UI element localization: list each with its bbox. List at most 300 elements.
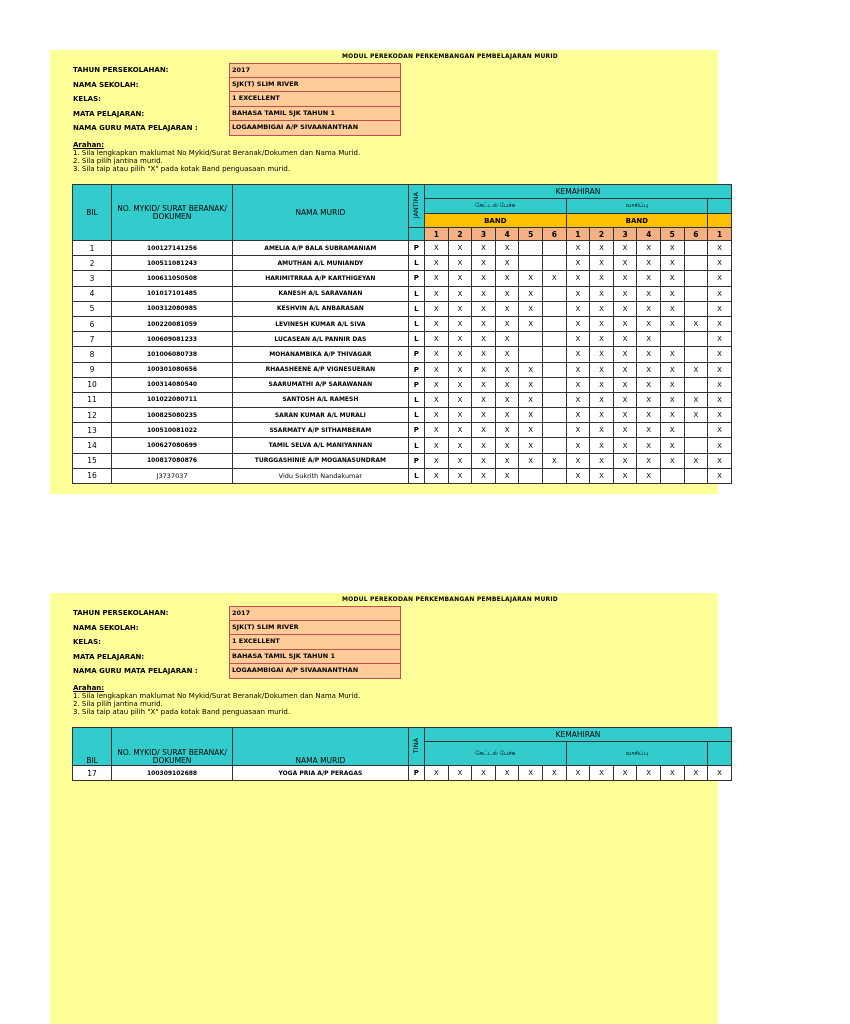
band-cell[interactable]: X <box>660 438 684 453</box>
band-cell[interactable]: X <box>613 392 637 407</box>
band-cell[interactable]: X <box>613 362 637 377</box>
band-cell[interactable]: X <box>566 468 590 483</box>
mykid-cell[interactable]: 100817080876 <box>112 453 233 468</box>
info-value-teacher[interactable]: LOGAAMBIGAI A/P SIVAANANTHAN <box>229 121 401 136</box>
mykid-cell[interactable]: 100309102688 <box>112 766 233 781</box>
info-value-school[interactable]: SJK(T) SLIM RIVER <box>229 621 401 636</box>
band-cell[interactable]: X <box>660 271 684 286</box>
band-cell[interactable]: X <box>637 423 661 438</box>
band-cell[interactable]: X <box>448 286 472 301</box>
band-cell[interactable]: X <box>708 453 732 468</box>
band-cell[interactable]: X <box>637 347 661 362</box>
band-cell[interactable]: X <box>613 256 637 271</box>
band-cell[interactable]: X <box>448 423 472 438</box>
band-cell[interactable]: X <box>590 423 614 438</box>
bil-cell[interactable]: 17 <box>73 766 112 781</box>
band-cell[interactable]: X <box>519 408 543 423</box>
band-cell[interactable]: X <box>472 392 496 407</box>
bil-cell[interactable]: 15 <box>73 453 112 468</box>
gender-cell[interactable]: L <box>408 256 424 271</box>
student-name-cell[interactable]: SARAN KUMAR A/L MURALI <box>233 408 409 423</box>
band-cell[interactable]: X <box>495 241 519 256</box>
band-cell[interactable]: X <box>708 332 732 347</box>
band-cell[interactable]: X <box>472 468 496 483</box>
bil-cell[interactable]: 8 <box>73 347 112 362</box>
bil-cell[interactable]: 13 <box>73 423 112 438</box>
bil-cell[interactable]: 3 <box>73 271 112 286</box>
band-cell[interactable]: X <box>660 316 684 331</box>
band-cell[interactable]: X <box>566 392 590 407</box>
band-cell[interactable]: X <box>708 438 732 453</box>
band-cell[interactable]: X <box>637 332 661 347</box>
gender-cell[interactable]: L <box>408 286 424 301</box>
band-cell[interactable]: X <box>566 332 590 347</box>
info-value-subject[interactable]: BAHASA TAMIL SJK TAHUN 1 <box>229 107 401 122</box>
band-cell[interactable]: X <box>660 766 684 781</box>
student-name-cell[interactable]: LUCASEAN A/L PANNIR DAS <box>233 332 409 347</box>
band-cell[interactable]: X <box>590 271 614 286</box>
student-name-cell[interactable]: AMELIA A/P BALA SUBRAMANIAM <box>233 241 409 256</box>
band-cell[interactable]: X <box>519 423 543 438</box>
band-cell[interactable]: X <box>637 256 661 271</box>
band-cell[interactable] <box>543 316 567 331</box>
band-cell[interactable]: X <box>590 453 614 468</box>
band-cell[interactable]: X <box>519 377 543 392</box>
student-name-cell[interactable]: TURGGASHINIE A/P MOGANASUNDRAM <box>233 453 409 468</box>
band-cell[interactable]: X <box>684 316 708 331</box>
band-cell[interactable]: X <box>448 347 472 362</box>
band-cell[interactable]: X <box>660 423 684 438</box>
band-cell[interactable]: X <box>660 286 684 301</box>
band-cell[interactable] <box>543 423 567 438</box>
band-cell[interactable]: X <box>519 766 543 781</box>
band-cell[interactable]: X <box>425 766 449 781</box>
band-cell[interactable]: X <box>590 286 614 301</box>
bil-cell[interactable]: 7 <box>73 332 112 347</box>
info-value-teacher[interactable]: LOGAAMBIGAI A/P SIVAANANTHAN <box>229 664 401 679</box>
band-cell[interactable]: X <box>708 241 732 256</box>
band-cell[interactable]: X <box>708 347 732 362</box>
band-cell[interactable] <box>684 301 708 316</box>
bil-cell[interactable]: 4 <box>73 286 112 301</box>
band-cell[interactable]: X <box>566 241 590 256</box>
band-cell[interactable]: X <box>660 392 684 407</box>
band-cell[interactable]: X <box>495 256 519 271</box>
band-cell[interactable]: X <box>590 316 614 331</box>
band-cell[interactable] <box>660 468 684 483</box>
bil-cell[interactable]: 14 <box>73 438 112 453</box>
mykid-cell[interactable]: 100825080235 <box>112 408 233 423</box>
info-value-school[interactable]: SJK(T) SLIM RIVER <box>229 78 401 93</box>
bil-cell[interactable]: 2 <box>73 256 112 271</box>
band-cell[interactable]: X <box>613 453 637 468</box>
band-cell[interactable]: X <box>637 408 661 423</box>
band-cell[interactable]: X <box>590 332 614 347</box>
band-cell[interactable]: X <box>425 301 449 316</box>
band-cell[interactable]: X <box>637 468 661 483</box>
band-cell[interactable]: X <box>425 377 449 392</box>
band-cell[interactable]: X <box>425 241 449 256</box>
band-cell[interactable]: X <box>425 332 449 347</box>
student-name-cell[interactable]: HARIMITRRAA A/P KARTHIGEYAN <box>233 271 409 286</box>
band-cell[interactable]: X <box>590 256 614 271</box>
band-cell[interactable]: X <box>495 332 519 347</box>
band-cell[interactable]: X <box>660 256 684 271</box>
band-cell[interactable]: X <box>448 438 472 453</box>
gender-cell[interactable]: P <box>408 271 424 286</box>
student-name-cell[interactable]: Vidu Sukrith Nandakumar <box>233 468 409 483</box>
band-cell[interactable]: X <box>566 271 590 286</box>
band-cell[interactable] <box>684 423 708 438</box>
band-cell[interactable]: X <box>543 271 567 286</box>
band-cell[interactable] <box>543 438 567 453</box>
info-value-class[interactable]: 1 EXCELLENT <box>229 92 401 107</box>
band-cell[interactable] <box>684 256 708 271</box>
band-cell[interactable]: X <box>613 766 637 781</box>
band-cell[interactable]: X <box>637 301 661 316</box>
student-name-cell[interactable]: AMUTHAN A/L MUNIANDY <box>233 256 409 271</box>
band-cell[interactable]: X <box>613 241 637 256</box>
band-cell[interactable]: X <box>613 316 637 331</box>
band-cell[interactable]: X <box>660 301 684 316</box>
band-cell[interactable]: X <box>566 766 590 781</box>
band-cell[interactable]: X <box>708 316 732 331</box>
info-value-year[interactable]: 2017 <box>229 606 401 621</box>
band-cell[interactable]: X <box>708 286 732 301</box>
mykid-cell[interactable]: 100312080985 <box>112 301 233 316</box>
band-cell[interactable]: X <box>613 301 637 316</box>
band-cell[interactable]: X <box>708 408 732 423</box>
band-cell[interactable]: X <box>425 286 449 301</box>
band-cell[interactable]: X <box>543 766 567 781</box>
mykid-cell[interactable]: 100301080656 <box>112 362 233 377</box>
band-cell[interactable]: X <box>472 256 496 271</box>
mykid-cell[interactable]: 100510081022 <box>112 423 233 438</box>
band-cell[interactable]: X <box>472 301 496 316</box>
band-cell[interactable]: X <box>425 347 449 362</box>
band-cell[interactable]: X <box>684 362 708 377</box>
band-cell[interactable]: X <box>660 362 684 377</box>
band-cell[interactable]: X <box>613 332 637 347</box>
band-cell[interactable]: X <box>448 256 472 271</box>
band-cell[interactable]: X <box>448 408 472 423</box>
band-cell[interactable]: X <box>566 453 590 468</box>
band-cell[interactable]: X <box>613 468 637 483</box>
gender-cell[interactable]: P <box>408 362 424 377</box>
band-cell[interactable]: X <box>495 347 519 362</box>
band-cell[interactable]: X <box>425 392 449 407</box>
band-cell[interactable]: X <box>613 286 637 301</box>
band-cell[interactable] <box>684 468 708 483</box>
band-cell[interactable]: X <box>495 377 519 392</box>
band-cell[interactable] <box>684 271 708 286</box>
band-cell[interactable] <box>543 332 567 347</box>
band-cell[interactable]: X <box>708 423 732 438</box>
band-cell[interactable] <box>543 256 567 271</box>
mykid-cell[interactable]: 100127141256 <box>112 241 233 256</box>
gender-cell[interactable]: L <box>408 468 424 483</box>
band-cell[interactable]: X <box>495 438 519 453</box>
band-cell[interactable] <box>519 256 543 271</box>
band-cell[interactable]: X <box>495 301 519 316</box>
student-name-cell[interactable]: TAMIL SELVA A/L MANIYANNAN <box>233 438 409 453</box>
band-cell[interactable]: X <box>613 347 637 362</box>
band-cell[interactable] <box>684 377 708 392</box>
band-cell[interactable]: X <box>425 256 449 271</box>
gender-cell[interactable]: L <box>408 301 424 316</box>
band-cell[interactable] <box>543 468 567 483</box>
band-cell[interactable]: X <box>448 766 472 781</box>
band-cell[interactable]: X <box>495 362 519 377</box>
band-cell[interactable]: X <box>519 392 543 407</box>
bil-cell[interactable]: 5 <box>73 301 112 316</box>
mykid-cell[interactable]: 100220081059 <box>112 316 233 331</box>
header-id: NO. MYKID/ SURAT BERANAK/ DOKUMEN <box>112 185 233 241</box>
band-cell[interactable]: X <box>708 362 732 377</box>
student-name-cell[interactable]: KANESH A/L SARAVANAN <box>233 286 409 301</box>
band-cell[interactable]: X <box>660 347 684 362</box>
gender-cell[interactable]: P <box>408 347 424 362</box>
band-cell[interactable]: X <box>684 766 708 781</box>
gender-cell[interactable]: L <box>408 316 424 331</box>
band-cell[interactable]: X <box>448 241 472 256</box>
student-name-cell[interactable]: SSARMATY A/P SITHAMBERAM <box>233 423 409 438</box>
band-cell[interactable]: X <box>708 271 732 286</box>
band-cell[interactable]: X <box>684 408 708 423</box>
band-cell[interactable]: X <box>472 408 496 423</box>
mykid-cell[interactable]: J3737037 <box>112 468 233 483</box>
band-cell[interactable]: X <box>448 332 472 347</box>
band-cell[interactable]: X <box>660 408 684 423</box>
mykid-cell[interactable]: 101017101485 <box>112 286 233 301</box>
band-cell[interactable]: X <box>472 377 496 392</box>
band-cell[interactable]: X <box>566 423 590 438</box>
band-cell[interactable]: X <box>472 423 496 438</box>
band-cell[interactable]: X <box>495 286 519 301</box>
student-name-cell[interactable]: RHAASHEENE A/P VIGNESUERAN <box>233 362 409 377</box>
bil-cell[interactable]: 6 <box>73 316 112 331</box>
band-cell[interactable] <box>543 286 567 301</box>
band-cell[interactable]: X <box>472 271 496 286</box>
band-cell[interactable] <box>519 468 543 483</box>
band-cell[interactable] <box>543 408 567 423</box>
gender-cell[interactable]: L <box>408 408 424 423</box>
mykid-cell[interactable]: 101006080738 <box>112 347 233 362</box>
band-cell[interactable]: X <box>566 438 590 453</box>
band-cell[interactable]: X <box>472 438 496 453</box>
band-cell[interactable]: X <box>590 766 614 781</box>
band-cell[interactable]: X <box>448 316 472 331</box>
band-cell[interactable]: X <box>613 408 637 423</box>
bil-cell[interactable]: 10 <box>73 377 112 392</box>
band-cell[interactable]: X <box>708 392 732 407</box>
band-cell[interactable] <box>660 332 684 347</box>
band-cell[interactable]: X <box>425 316 449 331</box>
band-cell[interactable]: X <box>448 377 472 392</box>
band-cell[interactable]: X <box>637 453 661 468</box>
bil-cell[interactable]: 12 <box>73 408 112 423</box>
band-cell[interactable]: X <box>425 408 449 423</box>
bil-cell[interactable]: 9 <box>73 362 112 377</box>
band-cell[interactable] <box>684 286 708 301</box>
band-cell[interactable]: X <box>495 316 519 331</box>
band-cell[interactable]: X <box>425 438 449 453</box>
band-cell[interactable]: X <box>637 316 661 331</box>
band-cell[interactable] <box>519 332 543 347</box>
band-cell[interactable]: X <box>519 453 543 468</box>
student-name-cell[interactable]: SANTOSH A/L RAMESH <box>233 392 409 407</box>
band-cell[interactable]: X <box>684 453 708 468</box>
band-cell[interactable]: X <box>566 286 590 301</box>
band-cell[interactable]: X <box>613 438 637 453</box>
band-cell[interactable]: X <box>566 256 590 271</box>
band-cell[interactable]: X <box>425 362 449 377</box>
gender-cell[interactable]: P <box>408 241 424 256</box>
band-cell[interactable] <box>684 438 708 453</box>
mykid-cell[interactable]: 100609081233 <box>112 332 233 347</box>
band-cell[interactable]: X <box>472 332 496 347</box>
mykid-cell[interactable]: 101022080711 <box>112 392 233 407</box>
band-cell[interactable]: X <box>543 453 567 468</box>
gender-cell[interactable]: P <box>408 377 424 392</box>
student-name-cell[interactable]: SAARUMATHI A/P SARAWANAN <box>233 377 409 392</box>
gender-cell[interactable]: L <box>408 332 424 347</box>
band-cell[interactable] <box>684 347 708 362</box>
band-cell[interactable]: X <box>590 301 614 316</box>
band-cell[interactable]: X <box>472 766 496 781</box>
gender-cell[interactable]: L <box>408 438 424 453</box>
band-cell[interactable]: X <box>448 271 472 286</box>
band-cell[interactable]: X <box>590 392 614 407</box>
band-cell[interactable]: X <box>425 453 449 468</box>
band-cell[interactable]: X <box>566 362 590 377</box>
band-cell[interactable]: X <box>495 392 519 407</box>
gender-cell[interactable]: L <box>408 392 424 407</box>
gender-cell[interactable]: P <box>408 453 424 468</box>
band-cell[interactable]: X <box>519 362 543 377</box>
band-cell[interactable] <box>543 301 567 316</box>
mykid-cell[interactable]: 100314080540 <box>112 377 233 392</box>
band-cell[interactable]: X <box>637 286 661 301</box>
band-cell[interactable]: X <box>495 408 519 423</box>
bil-cell[interactable]: 1 <box>73 241 112 256</box>
band-cell[interactable]: X <box>613 423 637 438</box>
band-cell[interactable]: X <box>448 392 472 407</box>
band-cell[interactable]: X <box>472 241 496 256</box>
bil-cell[interactable]: 11 <box>73 392 112 407</box>
band-cell[interactable]: X <box>472 286 496 301</box>
band-cell[interactable] <box>684 332 708 347</box>
band-cell[interactable]: X <box>472 362 496 377</box>
band-cell[interactable]: X <box>637 362 661 377</box>
band-cell[interactable]: X <box>590 438 614 453</box>
band-cell[interactable]: X <box>708 377 732 392</box>
band-cell[interactable]: X <box>472 347 496 362</box>
student-name-cell[interactable]: YOGA PRIA A/P PERAGAS <box>233 766 409 781</box>
band-cell[interactable]: X <box>519 316 543 331</box>
band-cell[interactable]: X <box>448 301 472 316</box>
band-cell[interactable]: X <box>637 392 661 407</box>
band-cell[interactable]: X <box>472 453 496 468</box>
band-cell[interactable]: X <box>660 241 684 256</box>
info-value-subject[interactable]: BAHASA TAMIL SJK TAHUN 1 <box>229 650 401 665</box>
band-cell[interactable]: X <box>613 377 637 392</box>
band-cell[interactable]: X <box>425 468 449 483</box>
band-cell[interactable] <box>519 347 543 362</box>
band-cell[interactable]: X <box>495 468 519 483</box>
band-cell[interactable]: X <box>708 301 732 316</box>
band-cell[interactable]: X <box>495 453 519 468</box>
band-cell[interactable]: X <box>566 316 590 331</box>
band-cell[interactable]: X <box>519 271 543 286</box>
student-name-cell[interactable]: LEVINESH KUMAR A/L SIVA <box>233 316 409 331</box>
band-cell[interactable]: X <box>613 271 637 286</box>
band-cell[interactable]: X <box>566 301 590 316</box>
band-cell[interactable]: X <box>660 377 684 392</box>
band-cell[interactable]: X <box>448 468 472 483</box>
band-cell[interactable]: X <box>566 408 590 423</box>
student-name-cell[interactable]: MOHANAMBIKA A/P THIVAGAR <box>233 347 409 362</box>
mykid-cell[interactable]: 100627080699 <box>112 438 233 453</box>
band-cell[interactable]: X <box>519 301 543 316</box>
mykid-cell[interactable]: 100611050508 <box>112 271 233 286</box>
band-cell[interactable]: X <box>472 316 496 331</box>
bil-cell[interactable]: 16 <box>73 468 112 483</box>
gender-cell[interactable]: P <box>408 423 424 438</box>
mykid-cell[interactable]: 100511081243 <box>112 256 233 271</box>
band-cell[interactable]: X <box>590 347 614 362</box>
band-cell[interactable]: X <box>519 286 543 301</box>
band-cell[interactable]: X <box>590 468 614 483</box>
band-cell[interactable]: X <box>590 362 614 377</box>
band-cell[interactable]: X <box>495 271 519 286</box>
info-value-year[interactable]: 2017 <box>229 63 401 78</box>
band-cell[interactable] <box>543 377 567 392</box>
band-cell[interactable]: X <box>637 241 661 256</box>
band-cell[interactable]: X <box>495 766 519 781</box>
band-cell[interactable] <box>543 347 567 362</box>
band-cell[interactable]: X <box>660 453 684 468</box>
band-cell[interactable]: X <box>448 362 472 377</box>
band-cell[interactable]: X <box>495 423 519 438</box>
band-cell[interactable]: X <box>637 271 661 286</box>
band-cell[interactable]: X <box>425 423 449 438</box>
band-cell[interactable]: X <box>590 241 614 256</box>
band-cell[interactable]: X <box>448 453 472 468</box>
band-cell[interactable] <box>684 241 708 256</box>
band-cell[interactable]: X <box>637 438 661 453</box>
gender-cell[interactable]: P <box>408 766 424 781</box>
band-cell[interactable]: X <box>425 271 449 286</box>
band-cell[interactable]: X <box>637 377 661 392</box>
band-cell[interactable]: X <box>637 766 661 781</box>
band-cell[interactable]: X <box>590 377 614 392</box>
band-cell[interactable]: X <box>566 347 590 362</box>
band-cell[interactable]: X <box>708 766 732 781</box>
band-cell[interactable] <box>543 392 567 407</box>
band-cell[interactable]: X <box>708 468 732 483</box>
band-cell[interactable]: X <box>566 377 590 392</box>
band-cell[interactable] <box>543 362 567 377</box>
band-cell[interactable]: X <box>684 392 708 407</box>
band-cell[interactable] <box>543 241 567 256</box>
band-cell[interactable]: X <box>590 408 614 423</box>
info-value-class[interactable]: 1 EXCELLENT <box>229 635 401 650</box>
band-cell[interactable]: X <box>708 256 732 271</box>
student-name-cell[interactable]: KESHVIN A/L ANBARASAN <box>233 301 409 316</box>
band-cell[interactable] <box>519 241 543 256</box>
band-cell[interactable]: X <box>519 438 543 453</box>
